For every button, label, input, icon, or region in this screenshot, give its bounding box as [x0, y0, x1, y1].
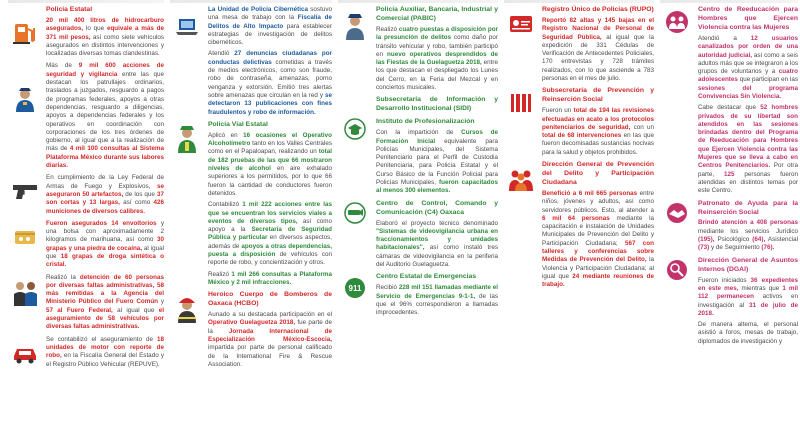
text-run: al igual que — [46, 244, 164, 260]
paragraph-alcoholimetro — [208, 132, 332, 198]
text-run: Fueron un — [542, 107, 574, 115]
traffic-officer-icon — [170, 125, 204, 153]
section-reeducacion — [660, 6, 798, 196]
prison-cell-icon — [504, 91, 538, 115]
text-run: Operativo Guelaguetza 2018, — [208, 319, 296, 327]
text-run: mediante los servicios Jurídico — [698, 227, 798, 235]
section-title: Policía Auxiliar, Bancaria, Industrial y Comercial (PABIC) — [376, 6, 498, 22]
emergency-911-badge — [338, 277, 372, 299]
section-title: Centro Estatal de Emergencias — [376, 273, 477, 281]
section-pabic — [338, 6, 498, 92]
text-run: Cabe destacar que — [698, 104, 761, 112]
text-run: nuevo operativos desprendidos de las Fiestas de la Guelaguetza 2018, — [376, 50, 498, 67]
text-run: (64), — [752, 236, 766, 244]
text-run: 125 — [723, 170, 735, 178]
text-run: Aplicó en — [208, 131, 244, 139]
firefighter-icon — [170, 295, 204, 323]
text-run: así como a seis adultos más que se integraron a los grupos de voluntarios y a — [698, 51, 798, 76]
paragraph-reinsercion — [542, 107, 654, 157]
text-run: Reportó 82 altas y 145 bajas en el Registro Nacional de Personal de Seguridad Pública, — [542, 16, 654, 41]
column-pabic-sidi — [338, 0, 498, 445]
text-run: Aunado a su destacada participación en el — [208, 311, 332, 319]
text-run: 31 de julio de 2018. — [698, 301, 798, 317]
text-run: detención de 60 personas por diversas faltas administrativas, 58 más remitidas a la Agencia del Ministerio Público del Fuero Común — [46, 273, 164, 306]
text-run: total de 68 intervenciones — [542, 132, 622, 140]
badge-label: 911 — [348, 284, 362, 294]
column-policia-estatal — [8, 0, 164, 445]
text-run: En cumplimiento de la Ley Federal de Armas de Fuego y Explosivos, — [46, 174, 164, 190]
text-run: Benefició a 6 mil 665 personas — [542, 189, 638, 197]
text-run: 16 ocasiones el Operativo Alcoholímetro — [208, 131, 332, 148]
text-run: sesiones del programa Convivencias Sin Violencia. — [698, 84, 798, 100]
text-run: 20 mil 400 litros de hidrocarburo asegurados, — [46, 16, 164, 33]
section-rupo — [504, 6, 654, 83]
text-run: Recibió — [376, 284, 399, 292]
section-security-actions — [8, 62, 164, 170]
arrested-people-icon — [8, 280, 42, 306]
section-emergencias — [338, 273, 498, 317]
text-run: cuatro adolescentes — [698, 68, 798, 84]
laptop-icon — [170, 16, 204, 38]
text-run: activos en investigación al — [698, 293, 798, 309]
text-run: 4 mil 100 consultas al Sistema Plataforma México durante sus labores diarias. — [46, 145, 164, 170]
text-run: 1 mil 266 consultas a Plataforma México y 2 mil infracciones. — [208, 270, 332, 286]
text-run: 24 mediante reuniones de trabajo. — [542, 272, 654, 289]
text-run: apoyos a otras dependencias, puesta a disposición — [208, 242, 332, 258]
column-reeducacion-dgai — [660, 0, 798, 445]
text-run: Por otra parte, — [698, 162, 798, 178]
text-run: Psicológico — [714, 236, 753, 244]
text-run: 18 grapas de droga sintética o cristal. — [46, 252, 164, 269]
text-run: Se contabilizó el aseguramiento de — [46, 335, 157, 343]
text-run: impartida por parte de personal calificado de la International Fire & Rescue Association. — [208, 344, 332, 368]
section-title: Subsecretaría de Información y Desarrollo Institucional (SIDI) — [376, 96, 498, 113]
text-run: de los que — [123, 190, 157, 198]
gun-icon — [8, 180, 42, 202]
text-run: Asistencial — [765, 236, 798, 244]
text-run: Cursos de Formación Inicial — [376, 129, 498, 145]
text-run: en aire exhalado superiores a los permitidos, por lo que 66 fueron la cantidad de conductores fueron detenidos. — [208, 165, 332, 197]
text-run: al igual que — [112, 306, 159, 314]
section-prevencion-delito — [504, 161, 654, 289]
text-run: Jornada Internacional de Especialización México-Escocia, — [208, 327, 332, 343]
section-stolen-vehicles — [8, 336, 164, 369]
men-group-icon — [660, 10, 694, 34]
text-run: 30 grapas y una piedra de cocaína, — [46, 236, 164, 252]
text-run: 27 denuncias ciudadanas por conductas delictivas — [208, 50, 332, 66]
paragraph-weapons — [46, 174, 164, 215]
text-run: 1 mil 222 acciones entre las que se encuentran los servicios viales a eventos de diversos tipos, — [208, 201, 332, 225]
paragraph-vehicles — [46, 336, 164, 369]
car-icon — [8, 344, 42, 364]
text-run: (195), — [698, 236, 715, 244]
handshake-icon — [660, 202, 694, 224]
paragraph-prevencion — [542, 190, 654, 290]
section-title: Dirección General de Asuntos Internos (DGAI) — [698, 256, 798, 273]
text-run: "Sistemas de videovigilancia urbana en fraccionamientos y unidades habitacionales", — [376, 227, 498, 252]
text-run: 228 mil 151 llamadas mediante el Servicio de Emergencias 9-1-1, — [376, 284, 498, 300]
text-run: personas fueron atendidas en distintos temas por este Centro. — [698, 170, 798, 195]
text-run: fue parte de la — [208, 319, 332, 335]
text-run: (73) — [698, 244, 710, 252]
text-run: Contabilizó — [208, 201, 243, 209]
text-run: al igual que la expedición de 331 Cédulas de Verificación de Antecedentes Policiales, 170 entrevistas y 728 trámites realizados, con lo que asciende a 783 personas en el mes de julio. — [542, 33, 654, 83]
text-run: equivalente para Policías Municipales, del Sistema Penitenciario para el Perfil de Custodia Penitenciaria, para Policía Estatal y el Curso Básico de la Función Policial para Policías Municipales, — [376, 137, 498, 186]
cctv-camera-icon — [338, 202, 372, 224]
text-run: Elaboró el proyecto técnico denominado — [376, 219, 498, 227]
fuel-pump-icon — [8, 20, 42, 46]
section-title: Dirección General de Prevención del Delito y Participación Ciudadana — [542, 161, 654, 186]
paragraph-reeducacion — [698, 35, 798, 101]
text-run: total de 182 pruebas de las que 66 mostraron niveles de alcohol — [208, 148, 332, 173]
paragraph-dgai-alterna: De manera alterna, el personal asistió a foros, mesas de trabajo, diplomados de investigación y — [698, 321, 798, 345]
paragraph-cyber-complaints — [208, 50, 332, 116]
text-run: en la Fiscalía General del Estado y el Registro Público Vehicular (REPUVE). — [46, 352, 164, 368]
text-run: Brindó atención a 408 personas — [698, 219, 798, 227]
text-run: con un — [630, 123, 654, 131]
text-run: en las que fueron decomisadas sustancias nocivas para la salud y objetos prohibidos. — [542, 132, 654, 156]
text-run: de vehículos con reporte de robo, y concientización y otros. — [208, 250, 332, 267]
text-run: tanto en los Valles Centrales como en el Papaloapan, realizando un — [208, 140, 332, 156]
text-run: y de Seguimiento — [709, 244, 762, 252]
paragraph-vial-consults — [208, 271, 332, 288]
security-guard-icon — [338, 12, 372, 40]
column-cyber-vial-bomberos — [170, 0, 332, 445]
section-detentions — [8, 274, 164, 332]
text-run: 6 mil 64 personas — [542, 214, 610, 222]
section-title: Registro Único de Policías (RUPO) — [542, 6, 654, 13]
section-profesionalizacion — [338, 118, 498, 195]
text-run: 57 al Fuero Federal, — [46, 306, 113, 314]
column-rupo-prevencion — [504, 0, 654, 445]
paragraph-rupo — [542, 17, 654, 83]
section-policia-estatal — [8, 6, 164, 58]
paragraph-detentions — [46, 274, 164, 332]
text-run: (76). — [761, 244, 775, 252]
text-run: de las que el 96% correspondieron a llamadas improcedentes. — [376, 292, 498, 317]
text-run: entre las que destacan los patrullajes ordinarios, traslados a juzgados, resguardo a pagos de programas federales, apoyos a otras dependencias, resguardo a diligencias, apoyos a dependencias federales y los operativos en coordinación con corporaciones de los tres órdenes de gobierno, al igual que a la realización de más de — [46, 70, 164, 153]
text-run: Atendió a — [698, 34, 751, 42]
text-run: Con la impartición de — [376, 129, 462, 137]
text-run: así como instaló tres cámaras de videovigilancia en la periferia del Auditorio Guelaguetza. — [376, 244, 498, 269]
paragraph-actions — [46, 62, 164, 170]
text-run: 1 mil 112 permanecen — [698, 284, 798, 301]
text-run: se aseguraron 50 artefactos, — [46, 182, 164, 198]
text-run: Atendió — [208, 50, 235, 58]
text-run: Secretaría de Seguridad Pública y particular — [208, 226, 332, 242]
paragraph-reeducacion-penitenciario — [698, 104, 798, 195]
text-run: total de 194 las revisiones efectuadas en acato a los protocolos penitenciarios de seguridad, — [542, 107, 654, 131]
police-officer-icon — [8, 86, 42, 112]
text-run: y — [158, 298, 164, 306]
section-c4 — [338, 200, 498, 270]
text-run: así como — [119, 199, 154, 207]
text-run: entre los que destacan el despliegado los Lunes del Cerro, en la Feria del Mezcal y en conciertos musicales. — [376, 59, 498, 92]
text-run: Realizó — [208, 270, 232, 278]
paragraph-fuel — [46, 17, 164, 58]
text-run: 18 unidades de motor con reporte de robo, — [46, 335, 164, 360]
paragraph-bomberos — [208, 311, 332, 369]
paragraph-vial-actions — [208, 201, 332, 267]
text-run: 12 usuarios canalizados por orden de una autoridad judicial, — [698, 34, 798, 59]
text-run: mediante la capacitación e instalación de Unidades Municipales de Prevención del Delito y Participación Ciudadana; — [542, 214, 654, 247]
text-run: Fueron iniciados — [698, 276, 751, 284]
id-card-icon — [504, 12, 538, 36]
text-run: lo que — [83, 25, 107, 33]
text-run: en diversos aspectos, además de — [208, 234, 332, 250]
text-run: cometidas a través de medios electrónicos, como son fraude, robo de contraseña, amenazas, porno venganza y extorsión. Emitió tres alertas sobre amenazas que circulan en la red y — [208, 58, 332, 99]
text-run: como daño por tránsito vehicular y robo, también participó en — [376, 34, 498, 58]
section-title: Instituto de Profesionalización — [376, 118, 475, 126]
text-run: Fueron asegurados 14 envoltorios — [46, 219, 157, 227]
paragraph-patronato — [698, 219, 798, 252]
paragraph-drugs — [46, 220, 164, 270]
section-bomberos — [170, 291, 332, 369]
community-icon — [504, 167, 538, 191]
text-run: Más de — [46, 62, 79, 70]
section-weapons — [8, 174, 164, 215]
section-title: Heroico Cuerpo de Bomberos de Oaxaca (HCBO) — [208, 291, 332, 308]
paragraph-pabic — [376, 26, 498, 92]
text-run: equivale a más de 371 mil pesos, — [46, 25, 164, 41]
section-title: Patronato de Ayuda para la Reinserción Social — [698, 199, 798, 216]
text-run: 567 con talleres y conferencias sobre Medidas de Prevención del Delito, — [542, 239, 654, 264]
section-title: Policía Estatal — [46, 6, 93, 13]
section-vial-police — [170, 121, 332, 287]
text-run: cuatro puestas a disposición por la presunción de delitos — [376, 25, 498, 42]
text-run: la Violencia y Participación Ciudadana; al igual que — [542, 256, 654, 280]
text-run: Fiscalía de Delitos de Alto Impacto — [208, 14, 332, 30]
graduation-icon — [338, 118, 372, 140]
section-patronato — [660, 200, 798, 253]
text-run: para establecer estrategias de investigación de delitos cibernéticos. — [208, 22, 332, 47]
text-run: se detectaron 13 publicaciones con fines fraudulentos y robo de información. — [208, 91, 332, 116]
text-run: entre niños, jóvenes y adultos, así como servidores públicos. Esto, al atender a — [542, 189, 654, 214]
text-run: mientras que — [738, 284, 783, 292]
text-run: 36 expedientes en este mes, — [698, 276, 798, 292]
section-title: Centro de Control, Comando y Comunicación (C4) Oaxaca — [376, 199, 498, 216]
paragraph-profesionalizacion — [376, 129, 498, 195]
text-run: Realizó la — [46, 273, 80, 281]
magnifier-icon — [660, 259, 694, 281]
section-sidi — [338, 96, 498, 114]
paragraph-c4 — [376, 220, 498, 270]
text-run: fueron capacitados al menos 300 elementos. — [376, 179, 498, 195]
text-run: sostuvo una mesa de trabajo con la — [208, 6, 332, 22]
text-run: 52 hombres privados de su libertad son atendidos en las sesiones brindadas dentro del Programa de Reeducación para Hombres que Ejercen Violencia contra las Mujeres que se lleva a cabo en Centros Penitenciarios. — [698, 104, 798, 170]
text-run: así como siete vehículos asegurados en distintos intervenciones y localizadas diversas tomas clandestinas. — [46, 33, 164, 58]
paragraph-emergencias — [376, 284, 498, 317]
section-title: Centro de Reeducación para Hombres que Ejercen Violencia contra las Mujeres — [698, 6, 798, 31]
section-dgai — [660, 257, 798, 346]
section-cyber-police — [170, 6, 332, 117]
text-run: 9 mil 600 acciones de seguridad y vigilancia — [46, 62, 164, 78]
text-run: que participan en las — [737, 76, 798, 84]
text-run: y una bolsa con aproximadamente 2 kilogramos de marihuana, así como — [46, 219, 164, 244]
text-run: el aseguramiento de 58 vehículos por diversas faltas administrativas. — [46, 306, 164, 331]
drug-package-icon — [8, 226, 42, 248]
text-run: La Unidad de Policía Cibernética — [208, 6, 308, 13]
section-drugs — [8, 220, 164, 270]
section-title: Subsecretaría de Prevención y Reinserción Social — [542, 87, 654, 104]
section-reinsercion — [504, 87, 654, 157]
text-run: 37 son cortas y 13 largas, — [46, 190, 164, 207]
paragraph-dgai — [698, 277, 798, 318]
section-title: Policía Vial Estatal — [208, 120, 268, 128]
text-run: 426 municiones de diversos calibres. — [46, 199, 164, 215]
text-run: así como apoyo a la — [208, 217, 332, 234]
text-run: Realizó — [376, 25, 399, 33]
paragraph-cyber — [208, 6, 332, 47]
